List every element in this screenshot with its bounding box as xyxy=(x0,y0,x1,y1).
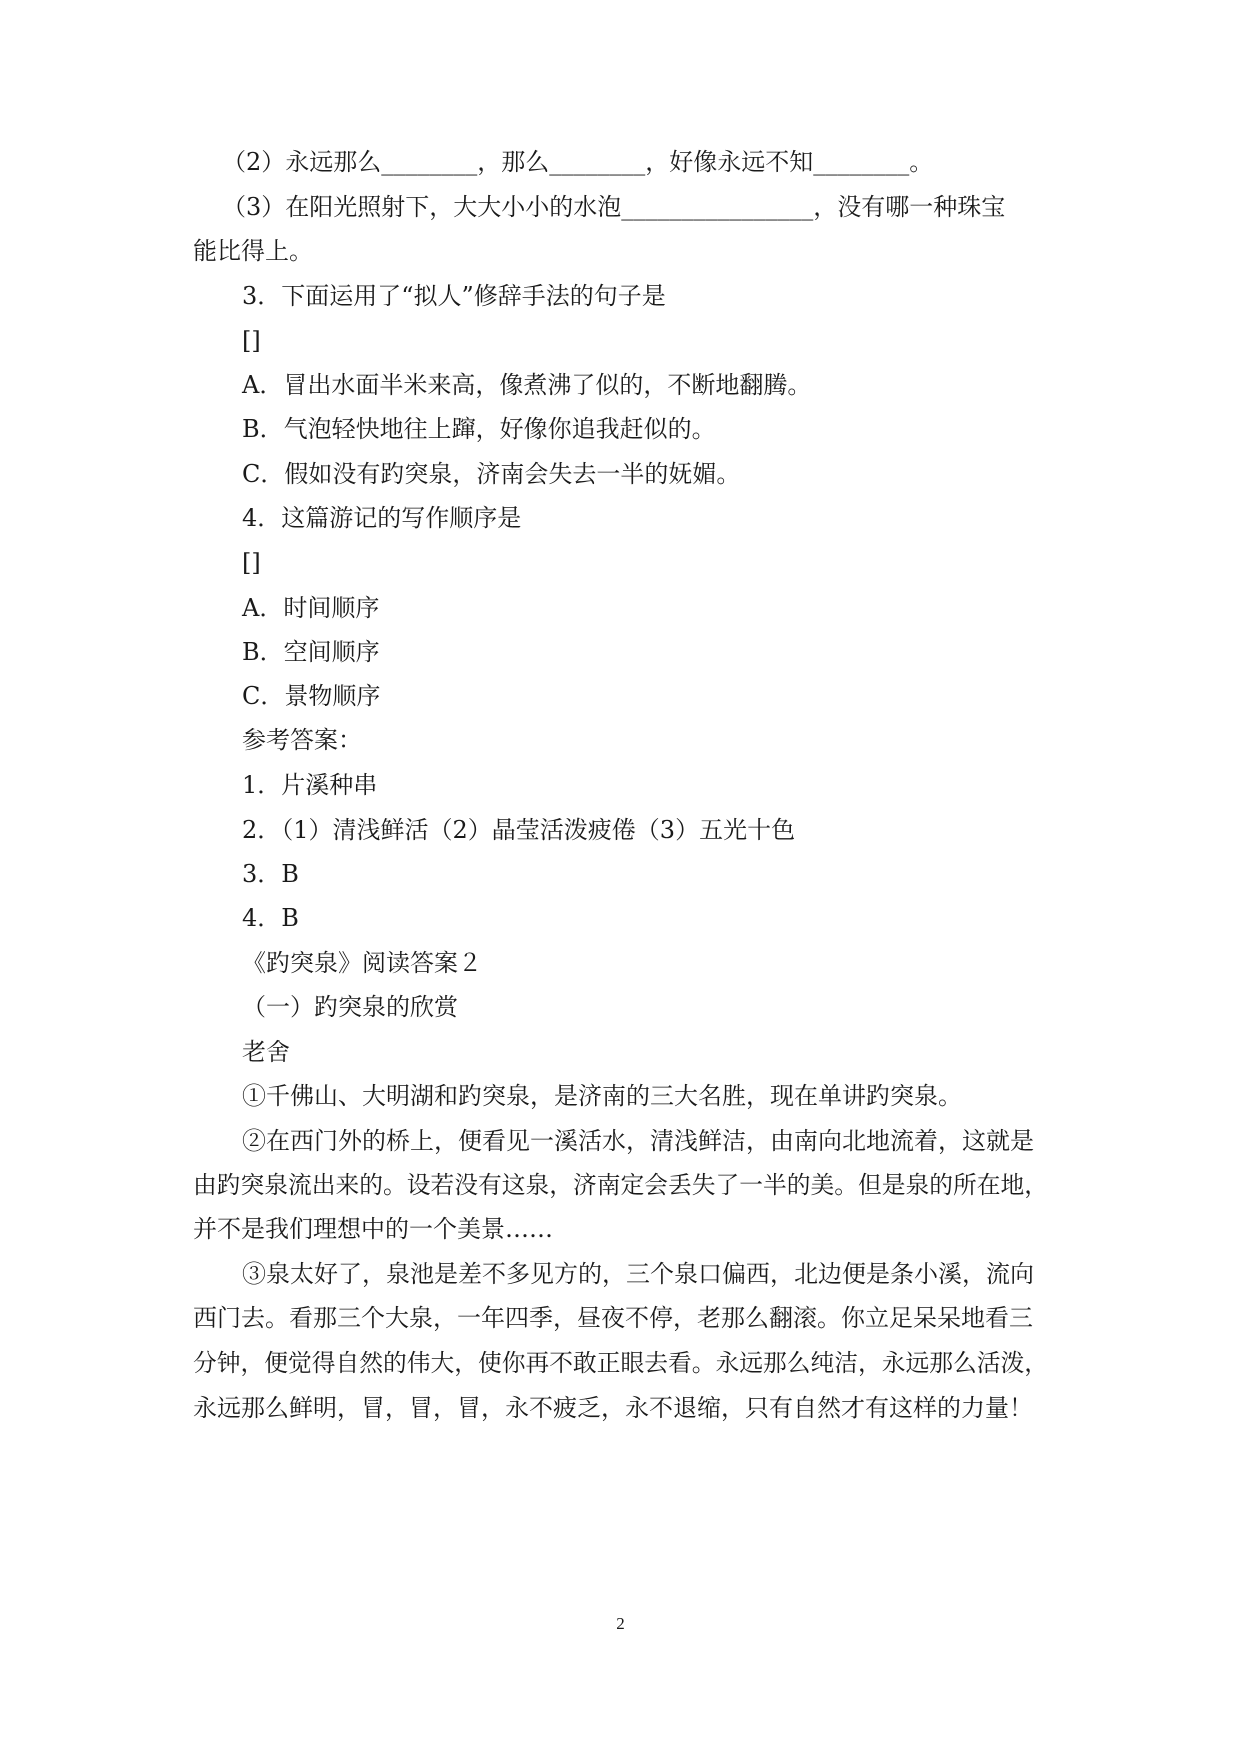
answer-item: 4．B xyxy=(242,904,299,932)
answer-item: 3．B xyxy=(242,860,299,888)
option-c: C．假如没有趵突泉，济南会失去一半的妩媚。 xyxy=(242,460,741,488)
answer-heading: 参考答案： xyxy=(242,726,362,754)
paragraph-line: ②在西门外的桥上，便看见一溪活水，清浅鲜洁，由南向北地流着，这就是 xyxy=(242,1127,1034,1155)
answer-bracket: [] xyxy=(242,549,261,577)
page-number: 2 xyxy=(616,1614,625,1633)
text-line: （3）在阳光照射下，大大小小的水泡________________，没有哪一种珠宝 xyxy=(222,193,1006,221)
paragraph-line: 永远那么鲜明，冒，冒，冒，永不疲乏，永不退缩，只有自然才有这样的力量！ xyxy=(193,1394,1033,1422)
answer-item: 2．（1）清浅鲜活（2）晶莹活泼疲倦（3）五光十色 xyxy=(242,816,796,844)
option-b: B．气泡轻快地往上蹿，好像你追我赶似的。 xyxy=(242,415,716,443)
option-a: A．冒出水面半米来高，像煮沸了似的，不断地翻腾。 xyxy=(242,371,812,399)
answer-bracket: [] xyxy=(242,327,261,355)
option-a: A．时间顺序 xyxy=(242,594,380,622)
option-b: B．空间顺序 xyxy=(242,638,380,666)
paragraph-line: 并不是我们理想中的一个美景…… xyxy=(193,1215,553,1243)
option-c: C．景物顺序 xyxy=(242,682,381,710)
author: 老舍 xyxy=(242,1038,290,1066)
paragraph-line: ③泉太好了，泉池是差不多见方的，三个泉口偏西，北边便是条小溪，流向 xyxy=(242,1260,1034,1288)
section-title: 《趵突泉》阅读答案２ xyxy=(242,949,482,977)
text-line: 能比得上。 xyxy=(193,237,313,265)
question-4: 4．这篇游记的写作顺序是 xyxy=(242,504,522,532)
paragraph-line: ①千佛山、大明湖和趵突泉，是济南的三大名胜，现在单讲趵突泉。 xyxy=(242,1082,962,1110)
paragraph-line: 由趵突泉流出来的。设若没有这泉，济南定会丢失了一半的美。但是泉的所在地， xyxy=(193,1171,1048,1199)
article-title: （一）趵突泉的欣赏 xyxy=(242,993,458,1021)
paragraph-line: 分钟，便觉得自然的伟大，使你再不敢正眼去看。永远那么纯洁，永远那么活泼， xyxy=(193,1349,1048,1377)
paragraph-line: 西门去。看那三个大泉，一年四季，昼夜不停，老那么翻滚。你立足呆呆地看三 xyxy=(193,1304,1033,1332)
question-3: 3．下面运用了“拟人”修辞手法的句子是 xyxy=(242,282,666,310)
text-line: （2）永远那么________，那么________，好像永远不知________。 xyxy=(222,148,934,176)
answer-item: 1．片溪种串 xyxy=(242,771,378,799)
